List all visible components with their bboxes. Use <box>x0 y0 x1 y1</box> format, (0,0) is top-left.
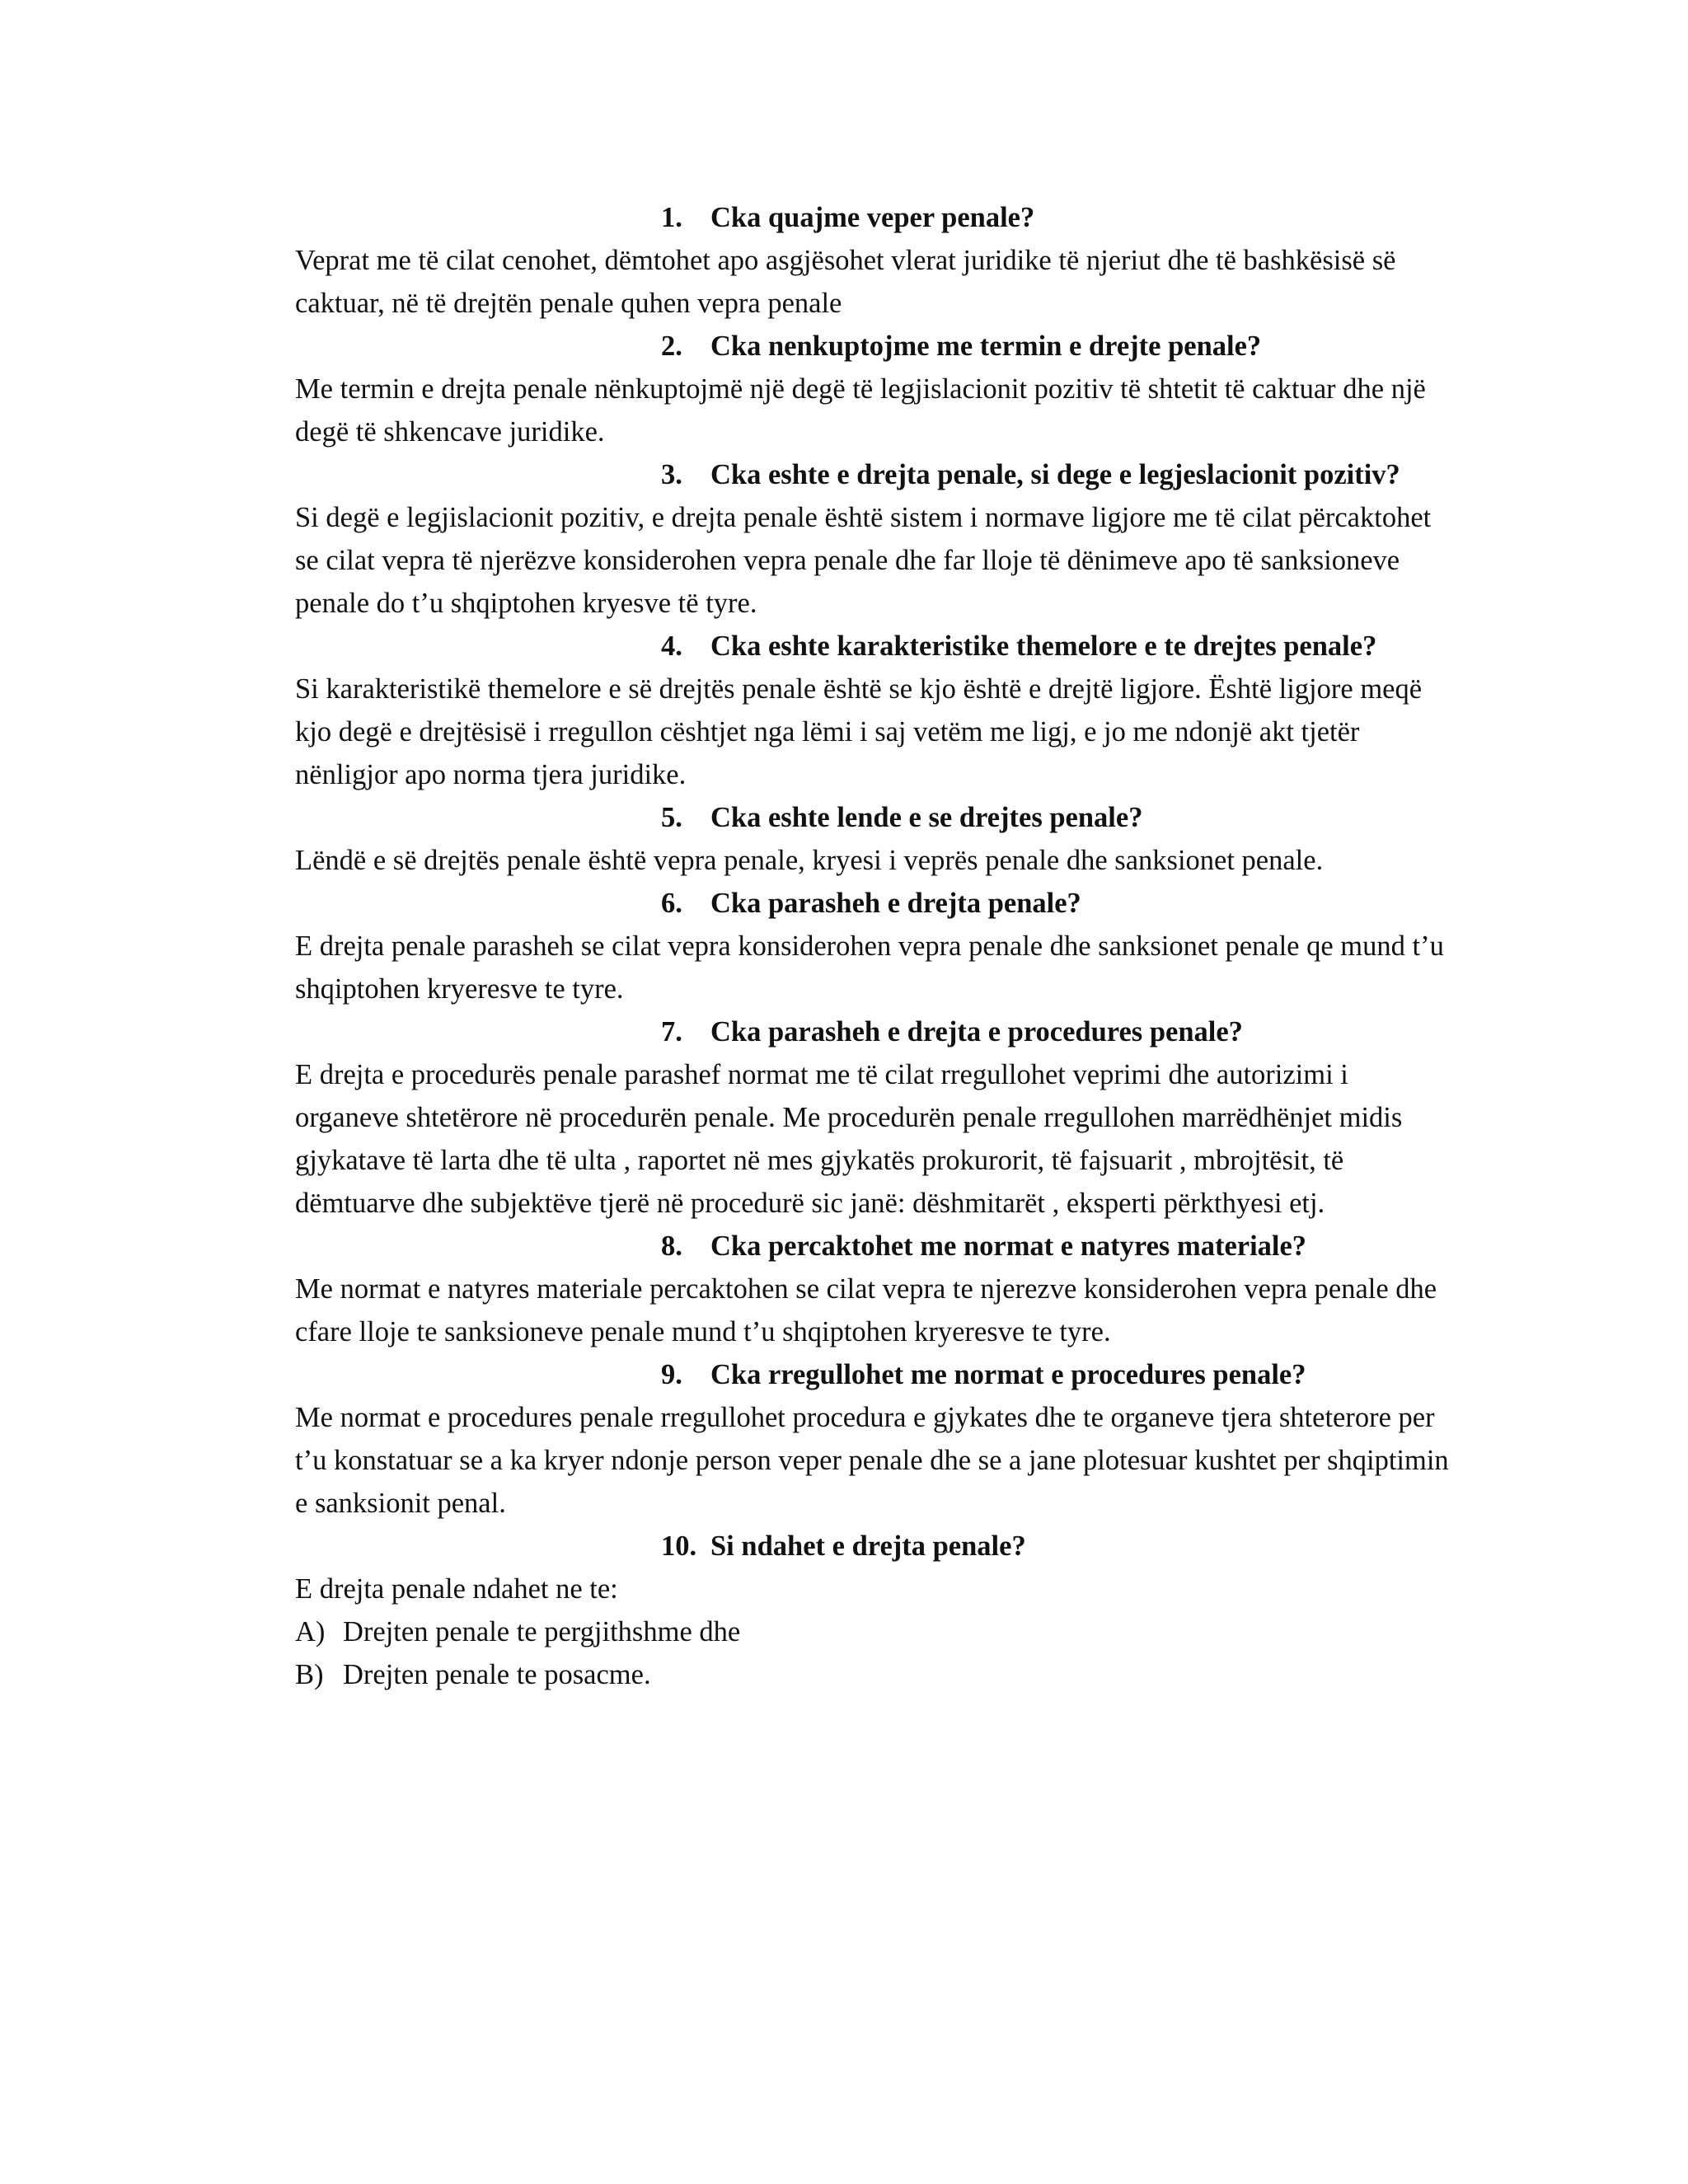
list-item-text: Drejten penale te posacme. <box>343 1659 651 1690</box>
question-3 <box>661 453 1457 496</box>
question-text: Cka nenkuptojme me termin e drejte penale? <box>710 330 1262 362</box>
answer-2: Me termin e drejta penale nënkuptojmë një degë të legjislacionit pozitiv të shtetit të caktuar dhe një degë të shkencave juridike. <box>295 373 1426 448</box>
question-text: Cka eshte e drejta penale, si dege e legjeslacionit pozitiv? <box>710 459 1400 490</box>
question-8 <box>661 1225 1457 1268</box>
question-7 <box>661 1010 1457 1053</box>
answer-6: E drejta penale parasheh se cilat vepra konsiderohen vepra penale dhe sanksionet penale qe mund t’u shqiptohen kryeresve te tyre. <box>295 930 1444 1005</box>
list-item <box>295 1610 1457 1653</box>
answer-1: Veprat me të cilat cenohet, dëmtohet apo asgjësohet vlerat juridike të njeriut dhe të bashkësisë së caktuar, në të drejtën penale quhen vepra penale <box>295 245 1396 319</box>
document-body <box>295 196 1457 1696</box>
answer-3: Si degë e legjislacionit pozitiv, e drejta penale është sistem i normave ligjore me të cilat përcaktohet se cilat vepra të njerëzve konsiderohen vepra penale dhe far lloje të dënimeve apo të sanksioneve penale do t’u shqiptohen kryesve të tyre. <box>295 502 1432 619</box>
list-marker: B) <box>295 1659 324 1690</box>
question-6 <box>661 882 1457 925</box>
question-number: 4. <box>661 630 682 662</box>
question-text: Cka parasheh e drejta e procedures penale? <box>710 1016 1243 1047</box>
question-4 <box>661 625 1457 668</box>
question-text: Cka quajme veper penale? <box>710 202 1035 233</box>
answer-8: Me normat e natyres materiale percaktohen se cilat vepra te njerezve konsiderohen vepra penale dhe cfare lloje te sanksioneve penale mund t’u shqiptohen kryeresve te tyre. <box>295 1273 1437 1347</box>
question-2 <box>661 325 1457 368</box>
question-text: Cka eshte lende e se drejtes penale? <box>710 802 1143 833</box>
list-item-text: Drejten penale te pergjithshme dhe <box>343 1616 741 1647</box>
question-1 <box>661 196 1457 239</box>
question-number: 1. <box>661 202 682 233</box>
question-text: Cka parasheh e drejta penale? <box>710 888 1081 919</box>
question-number: 7. <box>661 1016 682 1047</box>
question-text: Cka percaktohet me normat e natyres materiale? <box>710 1230 1307 1262</box>
question-10 <box>661 1525 1457 1568</box>
list-marker: A) <box>295 1616 326 1647</box>
question-number: 8. <box>661 1230 682 1262</box>
list-item <box>295 1653 1457 1696</box>
question-text: Cka eshte karakteristike themelore e te drejtes penale? <box>710 630 1377 662</box>
question-text: Si ndahet e drejta penale? <box>710 1530 1026 1562</box>
question-number: 2. <box>661 330 682 362</box>
question-text: Cka rregullohet me normat e procedures penale? <box>710 1359 1306 1390</box>
answer-5: Lëndë e së drejtës penale është vepra penale, kryesi i veprës penale dhe sanksionet penale. <box>295 845 1324 876</box>
question-9 <box>661 1353 1457 1396</box>
question-5 <box>661 796 1457 839</box>
answer-7: E drejta e procedurës penale parashef normat me të cilat rregullohet veprimi dhe autorizimi i organeve shtetërore në procedurën penale. Me procedurën penale rregullohen marrëdhënjet midis gjykatave të larta dhe të ulta , raportet në mes gjykatës prokurorit, të fajsuarit , mbrojtësit, të dëmtuarve dhe subjektëve tjerë në procedurë sic janë: dëshmitarët , eksperti përkthyesi etj. <box>295 1059 1403 1219</box>
question-number: 6. <box>661 888 682 919</box>
answer-10: E drejta penale ndahet ne te: <box>295 1573 618 1605</box>
question-number: 3. <box>661 459 682 490</box>
answer-4: Si karakteristikë themelore e së drejtës penale është se kjo është e drejtë ligjore. Është ligjore meqë kjo degë e drejtësisë i rregullon cështjet nga lëmi i saj vetëm me ligj, e jo me ndonjë akt tjetër nënligjor apo norma tjera juridike. <box>295 673 1423 790</box>
question-number: 9. <box>661 1359 682 1390</box>
answer-9: Me normat e procedures penale rregullohet procedura e gjykates dhe te organeve tjera shteterore per t’u konstatuar se a ka kryer ndonje person veper penale dhe se a jane plotesuar kushtet per shqiptimin e sanksionit penal. <box>295 1402 1449 1519</box>
question-number: 10. <box>661 1530 697 1562</box>
question-number: 5. <box>661 802 682 833</box>
